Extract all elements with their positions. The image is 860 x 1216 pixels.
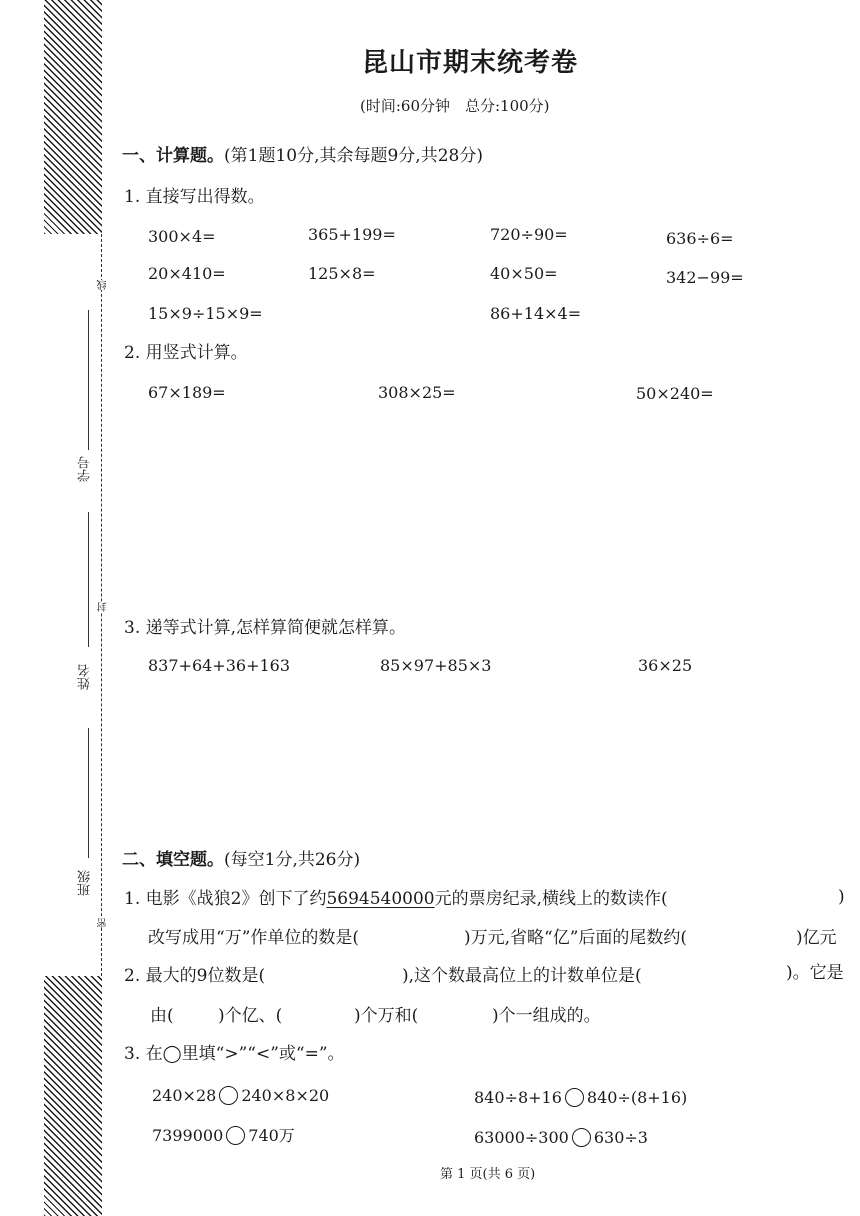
q2-label: 2. 用竖式计算。 bbox=[124, 343, 248, 363]
binding-mark-line: 线 bbox=[98, 280, 109, 290]
calc-item: 365+199= bbox=[308, 225, 396, 244]
fill-q1-line2a: 改写成用“万”作单位的数是( bbox=[148, 928, 360, 948]
fill-q2-line2a: 由( bbox=[150, 1006, 174, 1026]
compare-item: 240×28 240×8×20 bbox=[152, 1086, 330, 1105]
fill-q2-line2c: )个万和( bbox=[354, 1006, 419, 1026]
id-label: 学号 bbox=[78, 456, 93, 482]
vertical-calc-item: 50×240= bbox=[636, 384, 714, 403]
fill-q2-line1a: 2. 最大的9位数是( bbox=[124, 966, 266, 986]
calc-item: 86+14×4= bbox=[490, 304, 582, 323]
section1-heading: 一、计算题。(第1题10分,其余每题9分,共28分) bbox=[122, 146, 483, 166]
calc-item: 125×8= bbox=[308, 264, 376, 283]
fill-q1-line2c: )亿元 bbox=[796, 928, 837, 948]
exam-subtitle: (时间:60分钟 总分:100分) bbox=[360, 97, 550, 115]
hatch-top bbox=[44, 0, 102, 234]
compare-item: 63000÷300 630÷3 bbox=[474, 1128, 648, 1147]
fill-q2-line1c: )。它是 bbox=[786, 963, 844, 983]
fill-q2-line2d: )个一组成的。 bbox=[492, 1006, 601, 1026]
calc-item: 300×4= bbox=[148, 227, 216, 246]
calc-item: 342−99= bbox=[666, 268, 744, 287]
binding-mark-secret: 密 bbox=[98, 918, 109, 928]
name-blank-line bbox=[88, 512, 89, 647]
exam-title: 昆山市期末统考卷 bbox=[362, 48, 579, 78]
compare-circle[interactable] bbox=[572, 1128, 591, 1147]
compare-circle[interactable] bbox=[219, 1086, 238, 1105]
compare-item: 7399000 740万 bbox=[152, 1126, 295, 1145]
binding-mark-seal: 封 bbox=[98, 602, 109, 612]
class-blank-line bbox=[88, 728, 89, 858]
box-office-number: 5694540000 bbox=[326, 889, 435, 909]
fill-q1-line2b: )万元,省略“亿”后面的尾数约( bbox=[464, 928, 688, 948]
stepwise-calc-item: 85×97+85×3 bbox=[380, 656, 492, 675]
section2-heading: 二、填空题。(每空1分,共26分) bbox=[122, 850, 361, 870]
name-label: 姓名 bbox=[78, 664, 93, 690]
compare-circle[interactable] bbox=[565, 1088, 584, 1107]
calc-item: 720÷90= bbox=[490, 225, 568, 244]
fill-q1-close: ) bbox=[838, 887, 845, 907]
page-footer: 第 1 页(共 6 页) bbox=[440, 1167, 536, 1182]
fill-q2-line2b: )个亿、( bbox=[218, 1006, 283, 1026]
hatch-bottom bbox=[44, 976, 102, 1216]
calc-item: 20×410= bbox=[148, 264, 226, 283]
calc-item: 636÷6= bbox=[666, 229, 734, 248]
stepwise-calc-item: 36×25 bbox=[638, 656, 693, 675]
fill-q2-line1b: ),这个数最高位上的计数单位是( bbox=[402, 966, 642, 986]
compare-circle[interactable] bbox=[226, 1126, 245, 1145]
calc-item: 15×9÷15×9= bbox=[148, 304, 263, 323]
class-label: 班级 bbox=[78, 870, 93, 896]
vertical-calc-item: 308×25= bbox=[378, 383, 456, 402]
fill-q3-label: 3. 在◯里填“>”“<”或“=”。 bbox=[124, 1044, 345, 1064]
compare-item: 840÷8+16 840÷(8+16) bbox=[474, 1088, 688, 1107]
calc-item: 40×50= bbox=[490, 264, 558, 283]
q1-label: 1. 直接写出得数。 bbox=[124, 187, 265, 207]
stepwise-calc-item: 837+64+36+163 bbox=[148, 656, 291, 675]
id-blank-line bbox=[88, 310, 89, 450]
vertical-calc-item: 67×189= bbox=[148, 383, 226, 402]
q3-label: 3. 递等式计算,怎样算简便就怎样算。 bbox=[124, 618, 407, 638]
fill-q1-line1: 1. 电影《战狼2》创下了约5694540000元的票房纪录,横线上的数读作( bbox=[124, 889, 668, 909]
